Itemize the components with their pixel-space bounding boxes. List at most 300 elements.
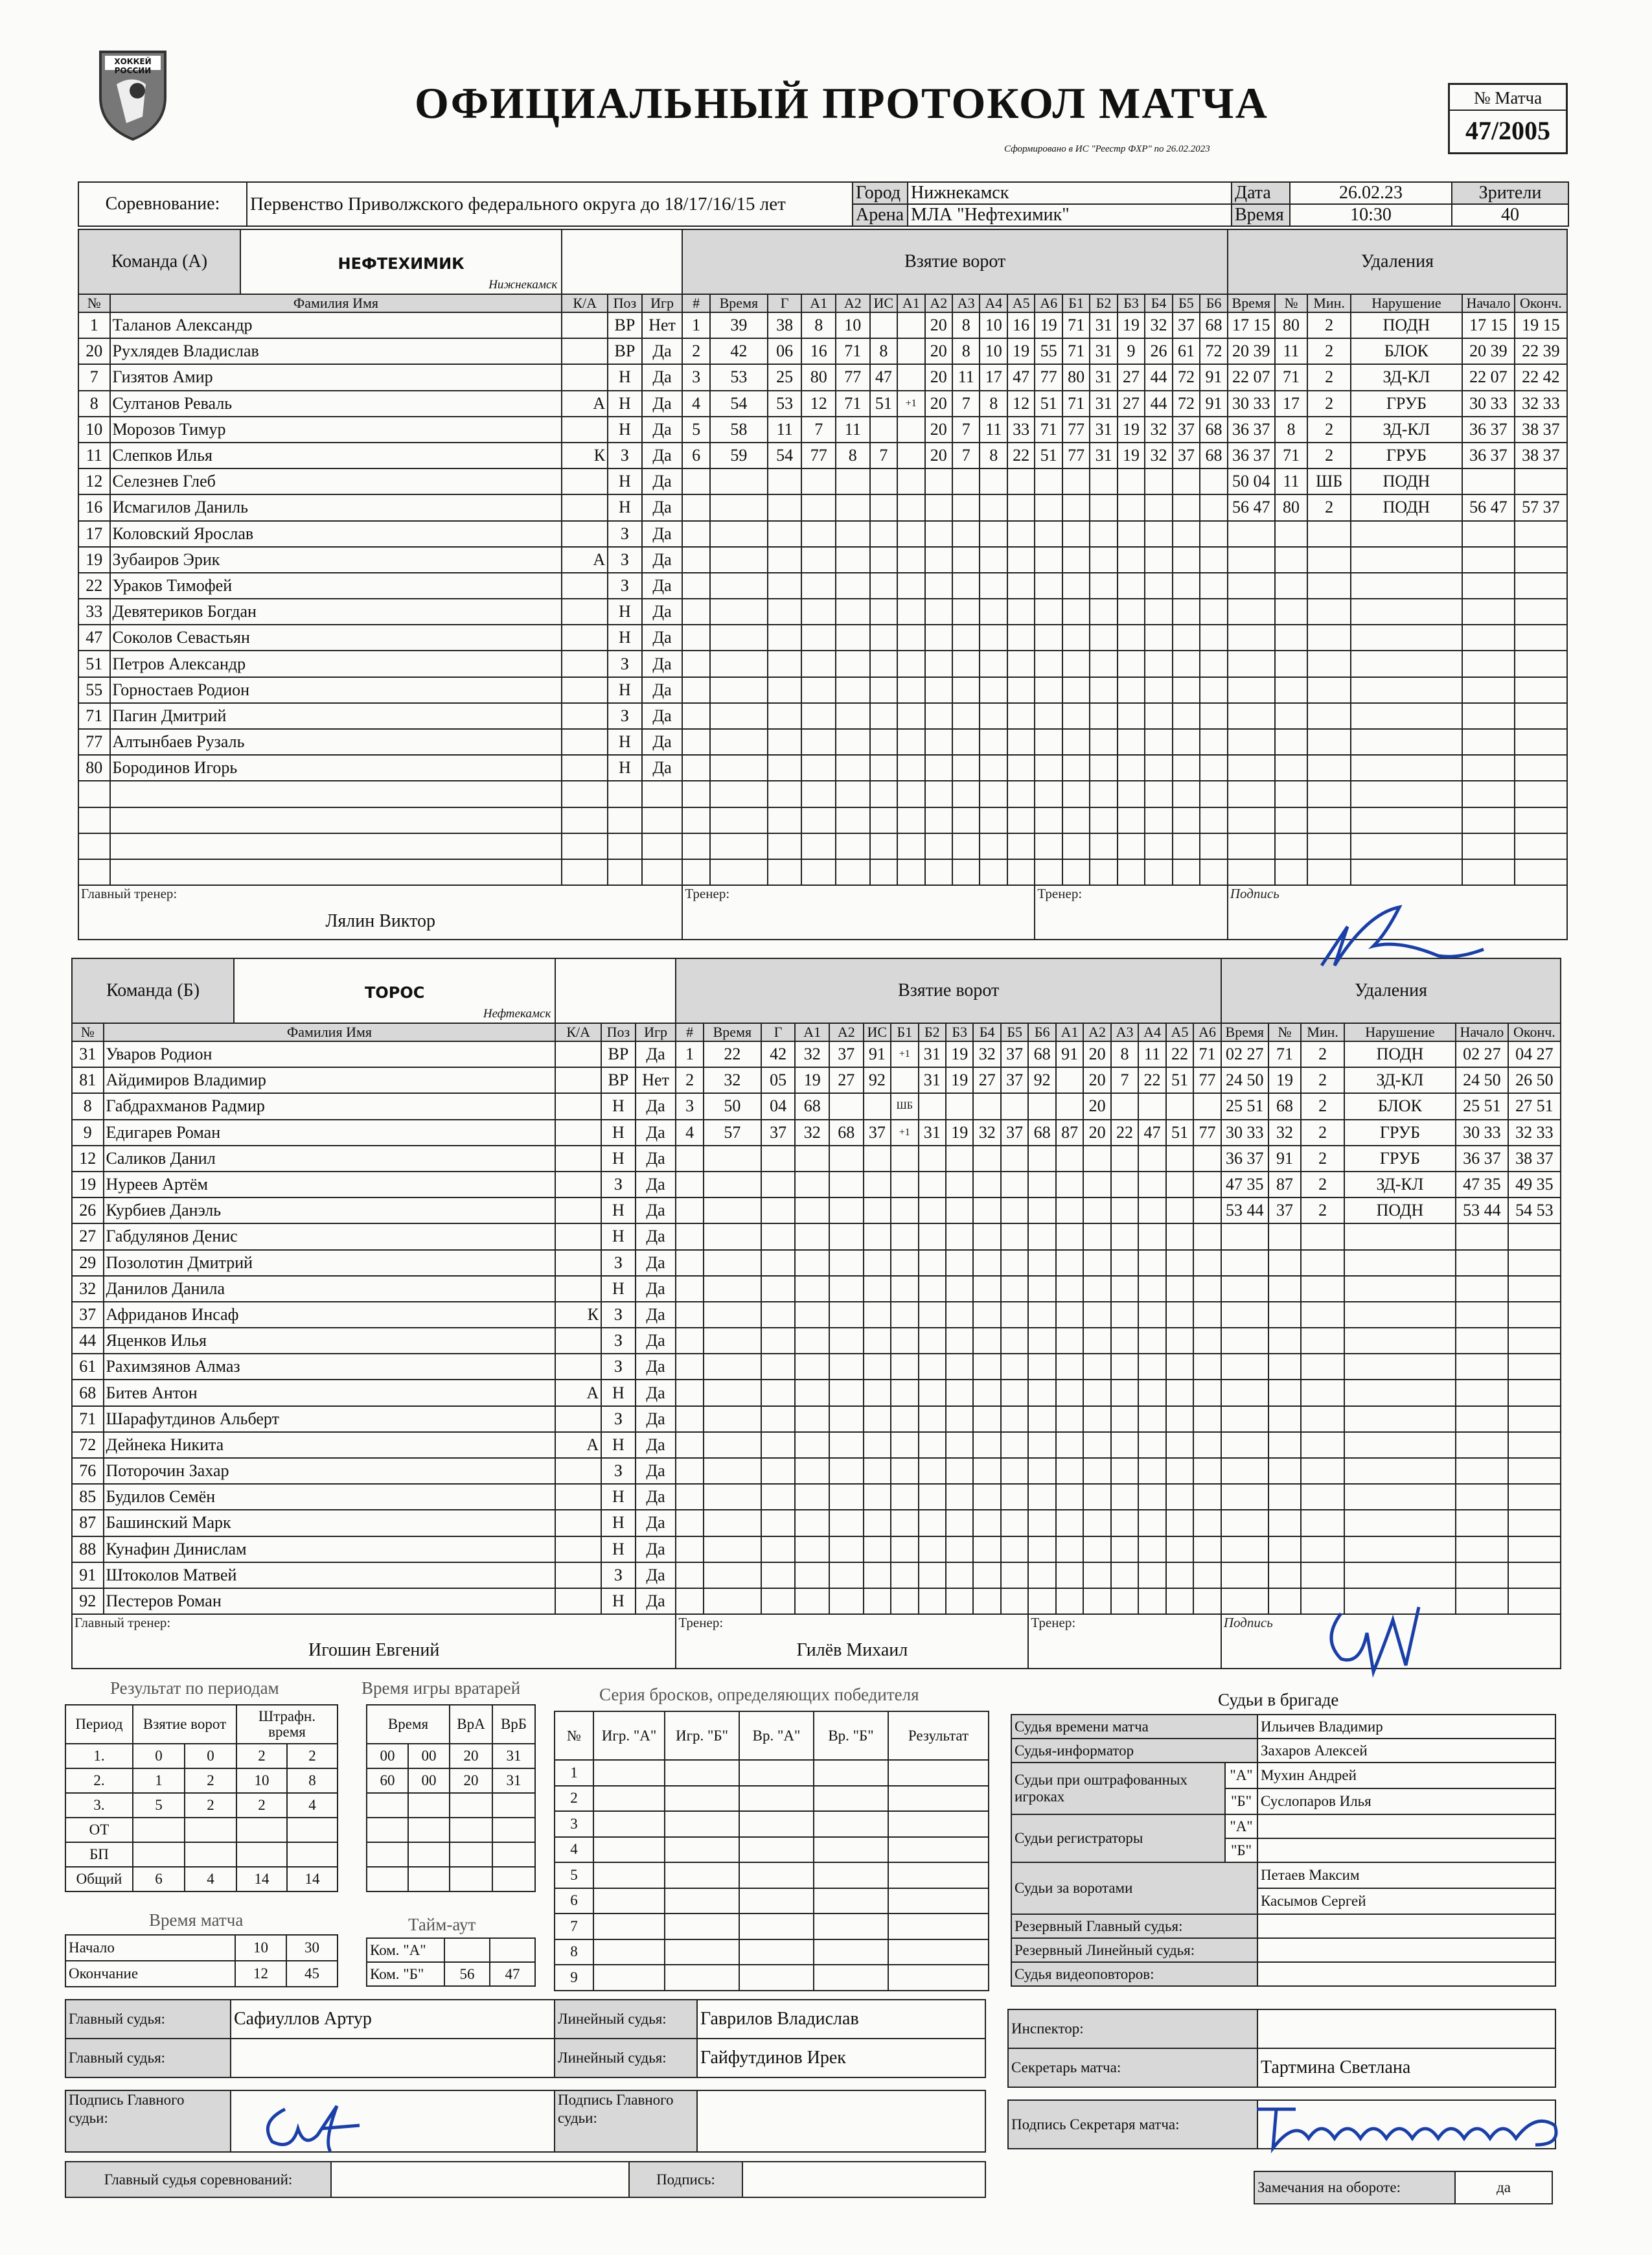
goal-cell: 31 xyxy=(1090,312,1117,338)
player-played: Да xyxy=(642,703,683,729)
pen-cell xyxy=(1508,1302,1561,1328)
goal-cell: 32 xyxy=(973,1041,1000,1067)
goal-cell xyxy=(1138,1276,1165,1302)
goal-cell xyxy=(1173,468,1200,494)
goal-cell xyxy=(836,547,870,573)
goal-cell: 68 xyxy=(1200,417,1228,443)
pen-cell xyxy=(1307,729,1351,755)
goal-cell xyxy=(891,1197,918,1223)
player-role xyxy=(562,859,608,885)
goal-cell xyxy=(1083,1250,1110,1276)
goal-cell xyxy=(973,1536,1000,1562)
goal-cell xyxy=(1056,1197,1083,1223)
pen-start xyxy=(1462,417,1515,443)
goal-cell xyxy=(682,859,709,885)
goal-cell xyxy=(801,547,836,573)
period-row xyxy=(65,1867,338,1891)
pen-infraction: ЗД-КЛ xyxy=(1344,1067,1456,1093)
goal-cell xyxy=(704,1562,761,1588)
goal-cell: 22 xyxy=(704,1041,761,1067)
remarks-value: да xyxy=(1455,2171,1552,2204)
pen-start-min: 22 xyxy=(1469,367,1487,387)
pen-start xyxy=(1462,312,1515,338)
goal-cell xyxy=(925,625,952,651)
goal-cell xyxy=(1062,859,1090,885)
player-number xyxy=(78,859,110,885)
goal-cell xyxy=(919,1250,946,1276)
pen-time-min: 36 xyxy=(1232,446,1250,465)
pen-cell xyxy=(1508,1328,1561,1354)
team-a-col-opp-2: Б2 xyxy=(1090,294,1117,312)
goal-cell: 37 xyxy=(1001,1041,1028,1067)
pen-time-sec: 35 xyxy=(1246,1175,1264,1194)
line-judge-1-label: Линейный судья: xyxy=(555,2000,697,2039)
goal-cell xyxy=(1200,599,1228,625)
pen-end-sec: 15 xyxy=(1543,316,1560,335)
goal-cell: 7 xyxy=(952,443,980,468)
pen-player: 19 xyxy=(1268,1067,1302,1093)
goal-cell: 42 xyxy=(710,338,768,364)
pen-time-min: 53 xyxy=(1226,1201,1243,1220)
goal-cell xyxy=(1111,1510,1138,1536)
team-b-row xyxy=(72,1172,1561,1197)
goal-cell: 71 xyxy=(1062,391,1090,417)
pen-cell xyxy=(1268,1588,1302,1614)
goal-cell xyxy=(897,338,924,364)
pen-end-min: 38 xyxy=(1515,1148,1533,1168)
goal-cell: 8 xyxy=(980,443,1007,468)
goal-cell xyxy=(1090,703,1117,729)
pen-end-sec: 42 xyxy=(1543,367,1560,387)
pen-minutes: 2 xyxy=(1301,1041,1344,1067)
player-position: Н xyxy=(608,677,642,703)
goal-cell xyxy=(952,859,980,885)
player-name: Башинский Марк xyxy=(104,1510,556,1536)
goal-cell xyxy=(897,807,924,833)
pen-cell xyxy=(1221,1588,1268,1614)
goal-cell xyxy=(710,468,768,494)
goal-cell xyxy=(870,651,897,676)
goal-cell xyxy=(1035,547,1062,573)
pen-time xyxy=(1228,391,1275,417)
goal-cell: 10 xyxy=(980,312,1007,338)
goal-cell xyxy=(973,1197,1000,1223)
player-number: 16 xyxy=(78,494,110,520)
team-b-col-own-5: Б5 xyxy=(1001,1023,1028,1041)
gk-cell: 20 xyxy=(450,1744,492,1768)
player-position: ВР xyxy=(608,312,642,338)
competition-label: Соревнование: xyxy=(78,182,247,226)
period-row xyxy=(65,1744,338,1768)
shootout-row xyxy=(555,1760,989,1786)
goal-cell xyxy=(946,1093,973,1119)
team-a-city: Нижнекамск xyxy=(488,278,558,292)
goal-cell xyxy=(1056,1250,1083,1276)
goal-cell xyxy=(836,729,870,755)
goal-cell xyxy=(1145,547,1172,573)
goal-cell xyxy=(1090,651,1117,676)
reserve-line-label: Резервный Линейный судья: xyxy=(1011,1938,1257,1962)
goal-cell xyxy=(897,547,924,573)
team-b-row xyxy=(72,1197,1561,1223)
goal-cell xyxy=(891,1067,918,1093)
goal-cell xyxy=(795,1380,829,1405)
player-position: З xyxy=(601,1406,636,1432)
goal-cell xyxy=(1173,573,1200,599)
player-played: Да xyxy=(642,625,683,651)
player-name: Слепков Илья xyxy=(110,443,562,468)
goal-cell xyxy=(795,1146,829,1172)
pen-minutes: 2 xyxy=(1307,338,1351,364)
goal-cell xyxy=(919,1588,946,1614)
goal-cell xyxy=(952,703,980,729)
pen-minutes: 2 xyxy=(1307,494,1351,520)
penalty-judge-a-tag: "А" xyxy=(1225,1763,1257,1788)
team-b-row xyxy=(72,1093,1561,1119)
pen-cell xyxy=(1307,807,1351,833)
gk-row xyxy=(367,1744,535,1768)
team-a-row xyxy=(78,364,1567,390)
goal-cell: 8 xyxy=(1111,1041,1138,1067)
shootout-header: Игр. "Б" xyxy=(665,1711,739,1760)
shootout-number: 2 xyxy=(555,1786,593,1812)
goal-cell xyxy=(973,1250,1000,1276)
goal-cell xyxy=(768,807,802,833)
goal-cell: 77 xyxy=(1062,443,1090,468)
pen-cell xyxy=(1221,1458,1268,1484)
pen-cell xyxy=(1275,729,1308,755)
goal-cell xyxy=(682,547,709,573)
goal-cell xyxy=(946,1250,973,1276)
goal-cell xyxy=(1056,1146,1083,1172)
pen-end xyxy=(1508,1197,1561,1223)
pen-start-sec: 35 xyxy=(1484,1175,1501,1194)
goal-cell xyxy=(1035,729,1062,755)
gk-time-table xyxy=(366,1704,536,1892)
goal-cell xyxy=(1083,1146,1110,1172)
pen-end xyxy=(1515,417,1567,443)
goal-cell xyxy=(801,494,836,520)
player-played: Да xyxy=(636,1197,676,1223)
goal-cell xyxy=(1083,1406,1110,1432)
goal-cell xyxy=(952,677,980,703)
goal-cell xyxy=(795,1484,829,1510)
goal-cell xyxy=(1001,1250,1028,1276)
goal-cell xyxy=(864,1223,891,1249)
goal-cell xyxy=(704,1588,761,1614)
goal-cell xyxy=(973,1458,1000,1484)
gk-cell xyxy=(450,1818,492,1842)
goal-cell: 19 xyxy=(795,1067,829,1093)
player-played: Да xyxy=(636,1484,676,1510)
pen-cell xyxy=(1462,781,1515,807)
period-cell: 2 xyxy=(287,1744,338,1768)
goal-cell: 77 xyxy=(801,443,836,468)
goal-cell xyxy=(1062,599,1090,625)
goal-cell xyxy=(952,573,980,599)
player-role xyxy=(562,417,608,443)
player-played xyxy=(642,859,683,885)
goal-cell xyxy=(1001,1380,1028,1405)
player-number: 26 xyxy=(72,1197,104,1223)
goal-cell xyxy=(682,521,709,547)
goal-cell: 32 xyxy=(795,1041,829,1067)
goal-cell xyxy=(768,703,802,729)
main-judge-1: Сафиуллов Артур xyxy=(231,2000,555,2039)
goal-cell: 92 xyxy=(864,1067,891,1093)
goal-cell xyxy=(795,1588,829,1614)
goal-cell xyxy=(946,1562,973,1588)
goal-cell xyxy=(946,1223,973,1249)
goal-cell xyxy=(1138,1562,1165,1588)
remarks-table xyxy=(1254,2171,1553,2204)
goal-cell xyxy=(897,755,924,781)
player-played: Да xyxy=(636,1328,676,1354)
goal-cell xyxy=(897,651,924,676)
goal-cell xyxy=(980,703,1007,729)
goal-cell xyxy=(1001,1276,1028,1302)
goal-cell xyxy=(919,1172,946,1197)
goal-cell: 33 xyxy=(1007,417,1035,443)
goal-cell: 6 xyxy=(682,443,709,468)
team-b-row xyxy=(72,1510,1561,1536)
player-name: Зубаиров Эрик xyxy=(110,547,562,573)
team-a-col-pinf: Нарушение xyxy=(1351,294,1462,312)
team-a-row xyxy=(78,807,1567,833)
player-role xyxy=(562,573,608,599)
pen-start xyxy=(1462,338,1515,364)
pen-cell xyxy=(1462,859,1515,885)
pen-cell xyxy=(1301,1328,1344,1354)
player-position: З xyxy=(608,703,642,729)
player-role xyxy=(562,703,608,729)
pen-cell xyxy=(1307,573,1351,599)
goal-cell xyxy=(1166,1250,1193,1276)
goal-cell xyxy=(829,1380,864,1405)
pen-end xyxy=(1515,312,1567,338)
goal-cell xyxy=(704,1172,761,1197)
player-played: Да xyxy=(642,338,683,364)
pen-time xyxy=(1228,417,1275,443)
player-position: Н xyxy=(608,599,642,625)
goal-cell xyxy=(676,1536,703,1562)
pen-end-sec: 35 xyxy=(1536,1175,1554,1194)
registrar-b xyxy=(1257,1838,1555,1862)
goal-cell: 20 xyxy=(1083,1120,1110,1146)
team-a-row xyxy=(78,443,1567,468)
player-number: 17 xyxy=(78,521,110,547)
team-a-head-coach-label: Главный тренер: xyxy=(81,886,178,902)
goal-cell xyxy=(829,1406,864,1432)
team-b-penalties-header: Удаления xyxy=(1221,958,1561,1023)
goal-cell xyxy=(1083,1484,1110,1510)
pen-end-min: 04 xyxy=(1515,1045,1533,1064)
pen-time-min: 30 xyxy=(1232,393,1250,413)
goal-cell xyxy=(761,1302,796,1328)
goal-cell: 20 xyxy=(1083,1067,1110,1093)
goal-cell: 31 xyxy=(1090,338,1117,364)
player-role: А xyxy=(555,1380,601,1405)
player-role: К xyxy=(555,1302,601,1328)
goal-cell xyxy=(704,1458,761,1484)
player-role: А xyxy=(562,547,608,573)
goal-cell xyxy=(1111,1250,1138,1276)
pen-minutes: 2 xyxy=(1301,1093,1344,1119)
goal-cell xyxy=(1090,547,1117,573)
pen-cell xyxy=(1351,729,1462,755)
video-judge xyxy=(1257,1962,1555,1986)
goal-cell xyxy=(1001,1302,1028,1328)
goal-cell xyxy=(980,625,1007,651)
pen-start-min: 25 xyxy=(1463,1096,1480,1116)
player-role xyxy=(562,729,608,755)
shootout-row xyxy=(555,1939,989,1965)
goal-cell xyxy=(952,521,980,547)
pen-end-min: 54 xyxy=(1515,1201,1533,1220)
player-position: Н xyxy=(601,1380,636,1405)
goal-cell xyxy=(952,729,980,755)
goal-cell xyxy=(704,1328,761,1354)
pen-cell xyxy=(1344,1302,1456,1328)
goal-cell xyxy=(952,755,980,781)
pen-cell xyxy=(1344,1276,1456,1302)
secretary-label: Секретарь матча: xyxy=(1008,2048,1257,2087)
pen-time-sec: 50 xyxy=(1246,1070,1264,1090)
goal-cell xyxy=(925,807,952,833)
team-b-row xyxy=(72,1536,1561,1562)
goal-cell xyxy=(870,625,897,651)
goal-cell xyxy=(864,1093,891,1119)
goal-cell: 3 xyxy=(676,1093,703,1119)
goal-cell: 37 xyxy=(864,1120,891,1146)
goal-cell: 51 xyxy=(1166,1067,1193,1093)
pen-cell xyxy=(1268,1536,1302,1562)
player-played: Да xyxy=(642,391,683,417)
player-role xyxy=(562,364,608,390)
player-number: 31 xyxy=(72,1041,104,1067)
pen-cell xyxy=(1508,1562,1561,1588)
pen-end xyxy=(1508,1067,1561,1093)
goal-cell xyxy=(980,729,1007,755)
pen-cell xyxy=(1301,1458,1344,1484)
goal-cell xyxy=(1056,1354,1083,1380)
goal-cell xyxy=(1028,1354,1055,1380)
goal-cell xyxy=(870,573,897,599)
goal-cell: 27 xyxy=(1118,364,1145,390)
match-end-hour: 12 xyxy=(235,1961,286,1987)
team-b-coach1: Гилёв Михаил xyxy=(796,1640,908,1661)
player-played: Да xyxy=(642,494,683,520)
goal-cell xyxy=(870,417,897,443)
period-cell xyxy=(287,1842,338,1867)
goal-cell: 27 xyxy=(973,1067,1000,1093)
goal-cell xyxy=(704,1536,761,1562)
goal-cell xyxy=(682,703,709,729)
gk-row xyxy=(367,1842,535,1867)
goal-cell xyxy=(864,1380,891,1405)
player-role xyxy=(555,1562,601,1588)
goal-cell xyxy=(710,573,768,599)
goal-cell xyxy=(1007,625,1035,651)
player-number: 47 xyxy=(78,625,110,651)
player-role xyxy=(562,312,608,338)
goal-cell xyxy=(1035,468,1062,494)
goal-cell xyxy=(980,677,1007,703)
pen-end-min: 57 xyxy=(1522,498,1539,517)
pen-minutes: 2 xyxy=(1301,1120,1344,1146)
pen-start-min: 30 xyxy=(1463,1122,1480,1142)
pen-start xyxy=(1462,494,1515,520)
goal-cell xyxy=(1193,1380,1221,1405)
player-number: 10 xyxy=(78,417,110,443)
pen-time xyxy=(1228,364,1275,390)
gk-cell: 00 xyxy=(408,1768,450,1793)
goal-cell xyxy=(710,677,768,703)
gk-cell xyxy=(492,1818,535,1842)
goal-cell xyxy=(925,755,952,781)
chief-sig xyxy=(742,2162,985,2197)
goal-cell: 8 xyxy=(801,312,836,338)
pen-time xyxy=(1228,338,1275,364)
goal-cell xyxy=(682,781,709,807)
team-b-col-name: Фамилия Имя xyxy=(104,1023,556,1041)
player-role xyxy=(555,1146,601,1172)
pen-start-sec: 47 xyxy=(1490,498,1508,517)
pen-cell xyxy=(1515,521,1567,547)
player-number xyxy=(78,781,110,807)
goal-cell xyxy=(761,1197,796,1223)
player-name: Петров Александр xyxy=(110,651,562,676)
player-played: Да xyxy=(642,468,683,494)
player-role: А xyxy=(555,1432,601,1458)
goal-cell xyxy=(1062,729,1090,755)
pen-end-sec: 37 xyxy=(1543,419,1560,439)
player-role: К xyxy=(562,443,608,468)
goal-cell: 71 xyxy=(836,338,870,364)
player-played: Да xyxy=(642,443,683,468)
pen-cell xyxy=(1228,573,1275,599)
pen-start xyxy=(1456,1172,1508,1197)
goal-cell: +1 xyxy=(897,391,924,417)
goal-cell: 42 xyxy=(761,1041,796,1067)
pen-cell xyxy=(1508,1484,1561,1510)
period-cell: 14 xyxy=(236,1867,287,1891)
goal-cell xyxy=(710,833,768,859)
pen-cell xyxy=(1228,677,1275,703)
player-role xyxy=(555,1588,601,1614)
goal-cell xyxy=(801,807,836,833)
team-b-row xyxy=(72,1067,1561,1093)
goal-cell: 55 xyxy=(1035,338,1062,364)
goal-cell xyxy=(925,781,952,807)
pen-start-min: 24 xyxy=(1463,1070,1480,1090)
goal-cell xyxy=(870,755,897,781)
goal-cell: 3 xyxy=(682,364,709,390)
goal-cell xyxy=(1083,1510,1110,1536)
arena-label: Арена xyxy=(853,204,908,226)
goal-cell xyxy=(1145,703,1172,729)
goal-cell xyxy=(891,1146,918,1172)
shootout-number: 5 xyxy=(555,1862,593,1888)
goal-cell xyxy=(676,1432,703,1458)
pen-start xyxy=(1456,1146,1508,1172)
player-position: Н xyxy=(608,755,642,781)
goal-cell xyxy=(682,833,709,859)
inspector-table xyxy=(1007,2009,1556,2088)
player-name: Габдулянов Денис xyxy=(104,1223,556,1249)
player-position: З xyxy=(601,1172,636,1197)
team-a-row xyxy=(78,417,1567,443)
